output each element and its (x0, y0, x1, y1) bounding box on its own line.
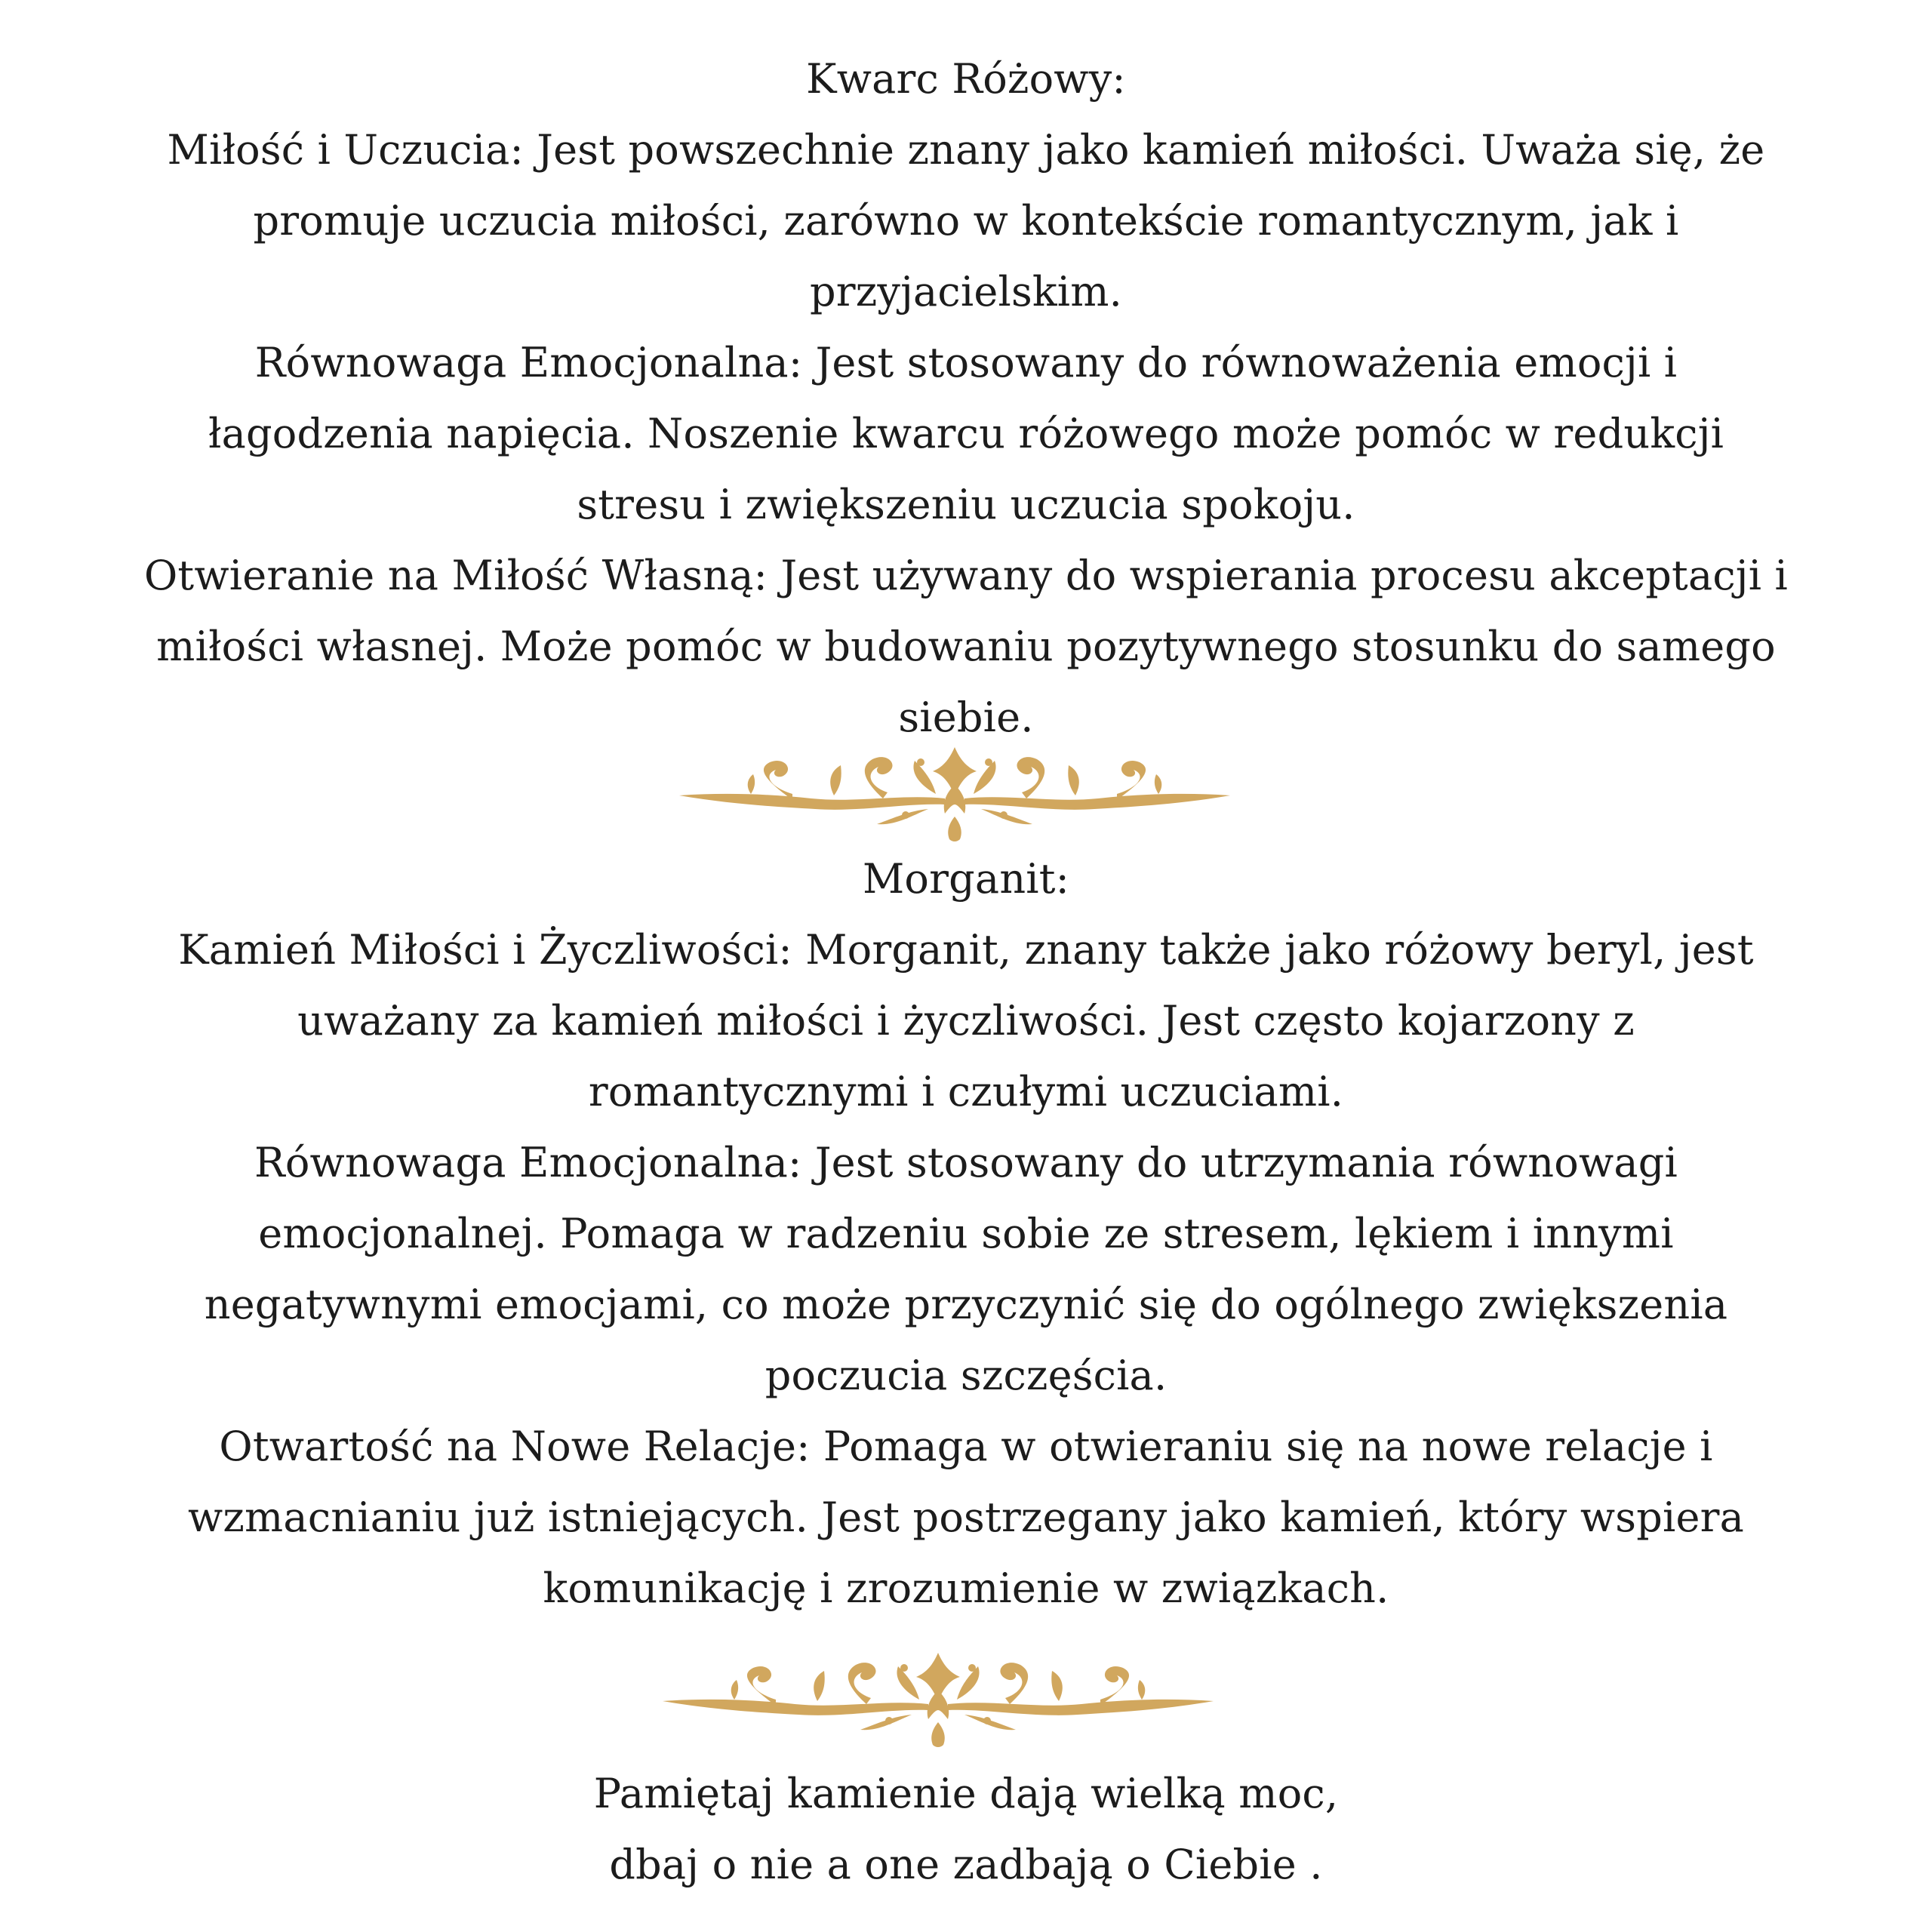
text-line: komunikację i zrozumienie w związkach. (543, 1564, 1389, 1612)
text-line: Kamień Miłości i Życzliwości: Morganit, znany także jako różowy beryl, jest (178, 926, 1754, 974)
text-line: Równowaga Emocjonalna: Jest stosowany do równoważenia emocji i (254, 339, 1678, 386)
closing-line: Pamiętaj kamienie dają wielką moc, (593, 1770, 1339, 1817)
text-line: Otwieranie na Miłość Własną: Jest używany do wspierania procesu akceptacji i (143, 552, 1789, 599)
section-rose-quartz (0, 44, 1932, 753)
text-line: siebie. (898, 694, 1034, 741)
text-line: negatywnymi emocjami, co może przyczynić się do ogólnego zwiększenia (204, 1281, 1728, 1328)
text-line: poczucia szczęścia. (764, 1352, 1168, 1399)
text-line: stresu i zwiększeniu uczucia spokoju. (577, 481, 1355, 528)
text-line: Otwartość na Nowe Relacje: Pomaga w otwieraniu się na nowe relacje i (219, 1423, 1713, 1470)
section-morganite (0, 844, 1932, 1624)
text-line: wzmacnianiu już istniejących. Jest postrzegany jako kamień, który wspiera (187, 1494, 1745, 1541)
text-line: emocjonalnej. Pomaga w radzeniu sobie ze stresem, lękiem i innymi (258, 1210, 1674, 1257)
section-title: Morganit: (862, 855, 1070, 903)
text-line: miłości własnej. Może pomóc w budowaniu pozytywnego stosunku do samego (156, 623, 1776, 670)
text-line: romantycznymi i czułymi uczuciami. (588, 1068, 1344, 1115)
flourish-divider-icon (679, 740, 1230, 845)
closing-line: dbaj o nie a one zadbają o Ciebie . (609, 1841, 1323, 1888)
text-line: łagodzenia napięcia. Noszenie kwarcu różowego może pomóc w redukcji (208, 410, 1724, 457)
text-line: promuje uczucia miłości, zarówno w kontekście romantycznym, jak i (253, 197, 1679, 245)
closing-message (0, 1758, 1932, 1900)
text-line: Równowaga Emocjonalna: Jest stosowany do utrzymania równowagi (254, 1139, 1678, 1186)
text-line: uważany za kamień miłości i życzliwości. Jest często kojarzony z (297, 997, 1635, 1044)
section-title: Kwarc Różowy: (806, 55, 1126, 103)
flourish-divider-icon (663, 1645, 1214, 1751)
text-line: Miłość i Uczucia: Jest powszechnie znany jako kamień miłości. Uważa się, że (167, 126, 1765, 174)
text-line: przyjacielskim. (809, 268, 1123, 315)
